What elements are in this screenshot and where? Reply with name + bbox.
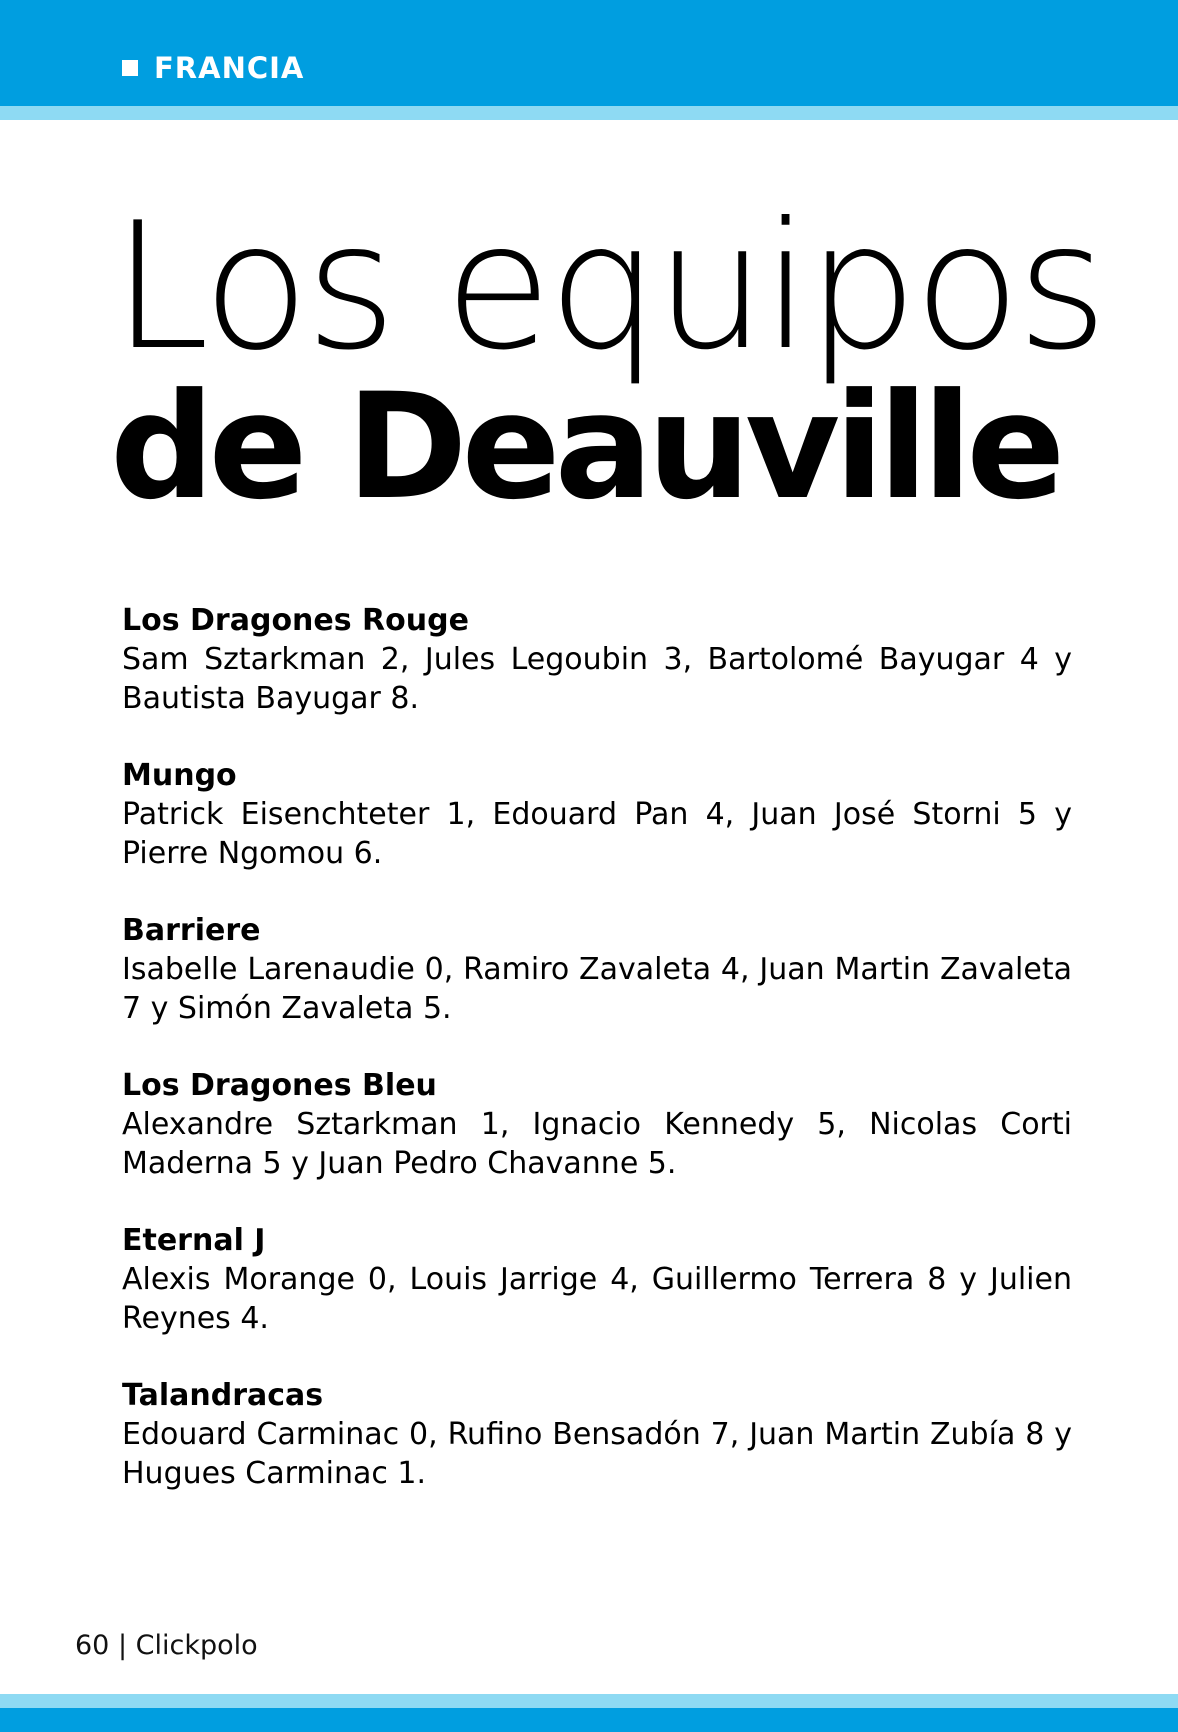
team-players: Alexis Morange 0, Louis Jarrige 4, Guillermo Terrera 8 y Julien Reynes 4. xyxy=(122,1262,1072,1336)
page-footer: 60 | Clickpolo xyxy=(75,1630,258,1661)
team-name: Los Dragones Bleu xyxy=(122,1068,437,1103)
team-entry xyxy=(122,911,1072,1028)
team-name: Barriere xyxy=(122,913,261,948)
team-name: Mungo xyxy=(122,758,237,793)
team-name: Eternal J xyxy=(122,1223,266,1258)
team-entry xyxy=(122,1221,1072,1338)
team-players: Patrick Eisenchteter 1, Edouard Pan 4, Juan José Storni 5 y Pierre Ngomou 6. xyxy=(122,797,1072,871)
footer-accent-stripe xyxy=(0,1694,1178,1708)
team-entry xyxy=(122,1066,1072,1183)
team-players: Isabelle Larenaudie 0, Ramiro Zavaleta 4, Juan Martin Zavaleta 7 y Simón Zavaleta 5. xyxy=(122,952,1072,1026)
team-entry xyxy=(122,601,1072,718)
square-bullet-icon xyxy=(122,60,138,76)
team-name: Los Dragones Rouge xyxy=(122,603,469,638)
team-entry xyxy=(122,1376,1072,1493)
section-label xyxy=(122,48,304,88)
team-players: Edouard Carminac 0, Rufino Bensadón 7, Juan Martin Zubía 8 y Hugues Carminac 1. xyxy=(122,1417,1072,1491)
header-accent-stripe xyxy=(0,106,1178,120)
team-players: Alexandre Sztarkman 1, Ignacio Kennedy 5, Nicolas Corti Maderna 5 y Juan Pedro Chavanne 5. xyxy=(122,1107,1072,1181)
team-name: Talandracas xyxy=(122,1378,324,1413)
page-title-line2: de Deauville xyxy=(110,362,1060,532)
footer-bar xyxy=(0,1708,1178,1732)
teams-list xyxy=(122,601,1072,1531)
page-title-line1: Los equipos xyxy=(112,186,1104,389)
section-title: FRANCIA xyxy=(154,51,305,85)
team-entry xyxy=(122,756,1072,873)
team-players: Sam Sztarkman 2, Jules Legoubin 3, Bartolomé Bayugar 4 y Bautista Bayugar 8. xyxy=(122,642,1072,716)
